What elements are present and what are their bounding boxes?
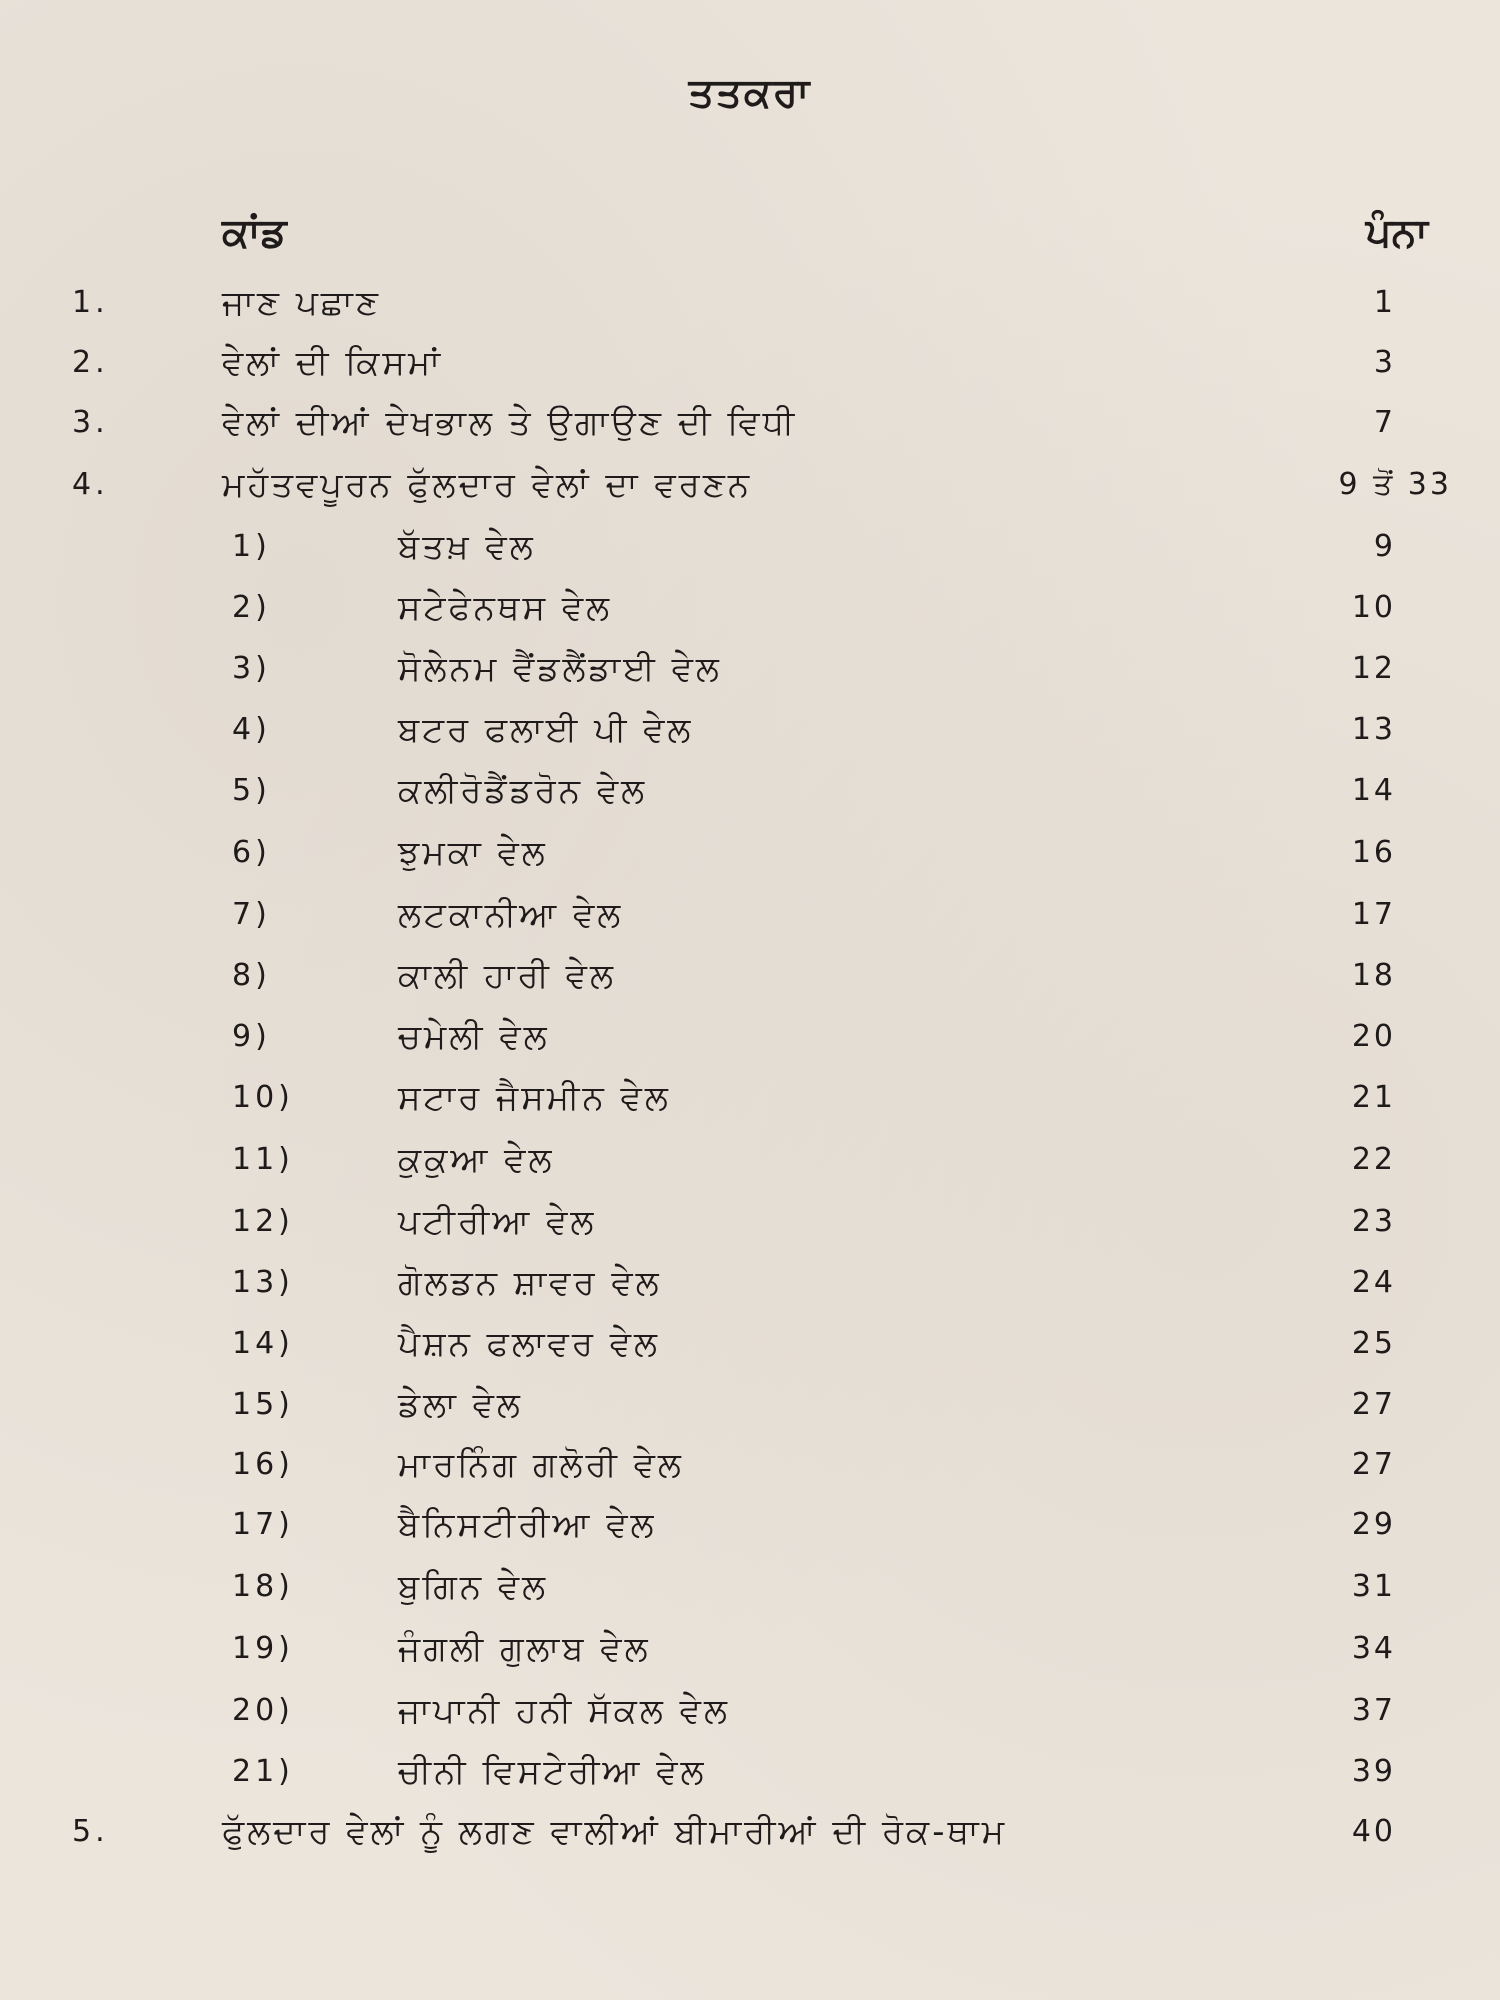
- subitem-number: 18): [232, 1569, 294, 1604]
- toc-subentry: [0, 890, 1500, 940]
- subitem-title: ਮਾਰਨਿੰਗ ਗਲੋਰੀ ਵੇਲ: [398, 1445, 684, 1485]
- page-number: 25: [1351, 1326, 1396, 1361]
- chapter-title: ਮਹੱਤਵਪੂਰਨ ਫੁੱਲਦਾਰ ਵੇਲਾਂ ਦਾ ਵਰਣਨ: [222, 465, 753, 505]
- page-number: 10: [1351, 590, 1396, 625]
- toc-entry: [0, 398, 1500, 448]
- toc-subentry: [0, 1319, 1500, 1369]
- subitem-number: 5): [232, 773, 271, 808]
- toc-subentry: [0, 644, 1500, 694]
- subitem-title: ਸੋਲੇਨਮ ਵੈਂਡਲੈਂਡਾਈ ਵੇਲ: [398, 649, 722, 689]
- subitem-number: 14): [232, 1326, 294, 1361]
- subitem-title: ਕੁਕੁਆ ਵੇਲ: [398, 1140, 555, 1180]
- toc-subentry: [0, 1500, 1500, 1550]
- subitem-title: ਲਟਕਾਨੀਆ ਵੇਲ: [398, 895, 624, 935]
- toc-subentry: [0, 1012, 1500, 1062]
- page-number: 34: [1351, 1631, 1396, 1666]
- subitem-number: 9): [232, 1019, 271, 1054]
- subitem-number: 19): [232, 1631, 294, 1666]
- subitem-number: 21): [232, 1754, 294, 1789]
- subitem-title: ਸਟਾਰ ਜੈਸਮੀਨ ਵੇਲ: [398, 1078, 671, 1118]
- subitem-number: 7): [232, 897, 271, 932]
- page-column-header: ਪੰਨਾ: [1365, 210, 1428, 256]
- toc-subentry: [0, 583, 1500, 633]
- page-number: 24: [1351, 1265, 1396, 1300]
- page-number: 39: [1351, 1754, 1396, 1789]
- page-number: 7: [1373, 405, 1396, 440]
- chapter-number: 3.: [72, 405, 109, 440]
- toc-subentry: [0, 1197, 1500, 1247]
- page-number: 9: [1373, 529, 1396, 564]
- toc-entry: [0, 1807, 1500, 1857]
- toc-subentry: [0, 1258, 1500, 1308]
- toc-subentry: [0, 1747, 1500, 1797]
- page-number: 31: [1351, 1569, 1396, 1604]
- toc-subentry: [0, 705, 1500, 755]
- subitem-title: ਬੁਗਿਨ ਵੇਲ: [398, 1567, 549, 1607]
- chapter-title: ਫੁੱਲਦਾਰ ਵੇਲਾਂ ਨੂੰ ਲਗਣ ਵਾਲੀਆਂ ਬੀਮਾਰੀਆਂ ਦੀ ਰੋਕ-ਥਾਮ: [222, 1812, 1008, 1852]
- page-number: 20: [1351, 1019, 1396, 1054]
- subitem-title: ਬੈਨਿਸਟੀਰੀਆ ਵੇਲ: [398, 1505, 657, 1545]
- chapter-number: 1.: [72, 285, 109, 320]
- subitem-title: ਬਟਰ ਫਲਾਈ ਪੀ ਵੇਲ: [398, 710, 694, 750]
- subitem-title: ਸਟੇਫੇਨਥਸ ਵੇਲ: [398, 588, 613, 628]
- toc-subentry: [0, 1624, 1500, 1674]
- subitem-number: 12): [232, 1204, 294, 1239]
- subitem-number: 15): [232, 1387, 294, 1422]
- toc-subentry: [0, 828, 1500, 878]
- chapter-title: ਵੇਲਾਂ ਦੀ ਕਿਸਮਾਂ: [222, 343, 444, 383]
- subitem-title: ਜੰਗਲੀ ਗੁਲਾਬ ਵੇਲ: [398, 1629, 651, 1669]
- page-number: 27: [1351, 1387, 1396, 1422]
- page-number: 12: [1351, 651, 1396, 686]
- subitem-number: 8): [232, 958, 271, 993]
- subitem-title: ਬੱਤਖ਼ ਵੇਲ: [398, 527, 536, 567]
- subitem-number: 4): [232, 712, 271, 747]
- subitem-title: ਚਮੇਲੀ ਵੇਲ: [398, 1017, 550, 1057]
- page-number: 18: [1351, 958, 1396, 993]
- page-range: 9 ਤੋਂ 33: [1338, 467, 1452, 502]
- chapter-number: 5.: [72, 1814, 109, 1849]
- toc-subentry: [0, 1562, 1500, 1612]
- toc-entry: [0, 278, 1500, 328]
- toc-subentry: [0, 951, 1500, 1001]
- page-number: 23: [1351, 1204, 1396, 1239]
- subitem-title: ਪੈਸ਼ਨ ਫਲਾਵਰ ਵੇਲ: [398, 1324, 660, 1364]
- page-number: 27: [1351, 1447, 1396, 1482]
- toc-subentry: [0, 1686, 1500, 1736]
- subitem-number: 1): [232, 529, 271, 564]
- page-number: 17: [1351, 897, 1396, 932]
- chapter-number: 2.: [72, 345, 109, 380]
- subitem-title: ਡੇਲਾ ਵੇਲ: [398, 1385, 523, 1425]
- subitem-title: ਝੁਮਕਾ ਵੇਲ: [398, 833, 548, 873]
- subitem-number: 2): [232, 590, 271, 625]
- subitem-title: ਪਟੀਰੀਆ ਵੇਲ: [398, 1202, 597, 1242]
- subitem-number: 17): [232, 1507, 294, 1542]
- subitem-number: 6): [232, 835, 271, 870]
- page-number: 16: [1351, 835, 1396, 870]
- toc-entry: [0, 460, 1500, 510]
- subitem-number: 16): [232, 1447, 294, 1482]
- toc-title: ਤਤਕਰਾ: [688, 70, 812, 116]
- subitem-title: ਗੋਲਡਨ ਸ਼ਾਵਰ ਵੇਲ: [398, 1263, 662, 1303]
- subitem-number: 10): [232, 1080, 294, 1115]
- page-number: 21: [1351, 1080, 1396, 1115]
- page-number: 29: [1351, 1507, 1396, 1542]
- chapter-title: ਜਾਣ ਪਛਾਣ: [222, 283, 381, 323]
- page-number: 14: [1351, 773, 1396, 808]
- page-number: 1: [1373, 285, 1396, 320]
- subitem-title: ਕਾਲੀ ਹਾਰੀ ਵੇਲ: [398, 956, 616, 996]
- subitem-number: 3): [232, 651, 271, 686]
- subitem-number: 13): [232, 1265, 294, 1300]
- subitem-title: ਕਲੀਰੋਡੈਂਡਰੋਨ ਵੇਲ: [398, 771, 648, 811]
- subitem-title: ਜਾਪਾਨੀ ਹਨੀ ਸੱਕਲ ਵੇਲ: [398, 1691, 730, 1731]
- page-number: 13: [1351, 712, 1396, 747]
- toc-subentry: [0, 1380, 1500, 1430]
- page-number: 3: [1373, 345, 1396, 380]
- chapter-column-header: ਕਾਂਡ: [222, 210, 287, 256]
- subitem-number: 11): [232, 1142, 294, 1177]
- toc-subentry: [0, 1073, 1500, 1123]
- toc-subentry: [0, 766, 1500, 816]
- page-number: 37: [1351, 1693, 1396, 1728]
- page-number: 40: [1351, 1814, 1396, 1849]
- toc-subentry: [0, 1440, 1500, 1490]
- toc-subentry: [0, 1135, 1500, 1185]
- subitem-title: ਚੀਨੀ ਵਿਸਟੇਰੀਆ ਵੇਲ: [398, 1752, 707, 1792]
- toc-subentry: [0, 522, 1500, 572]
- toc-entry: [0, 338, 1500, 388]
- page-number: 22: [1351, 1142, 1396, 1177]
- chapter-title: ਵੇਲਾਂ ਦੀਆਂ ਦੇਖਭਾਲ ਤੇ ਉਗਾਉਣ ਦੀ ਵਿਧੀ: [222, 403, 798, 443]
- chapter-number: 4.: [72, 467, 109, 502]
- subitem-number: 20): [232, 1693, 294, 1728]
